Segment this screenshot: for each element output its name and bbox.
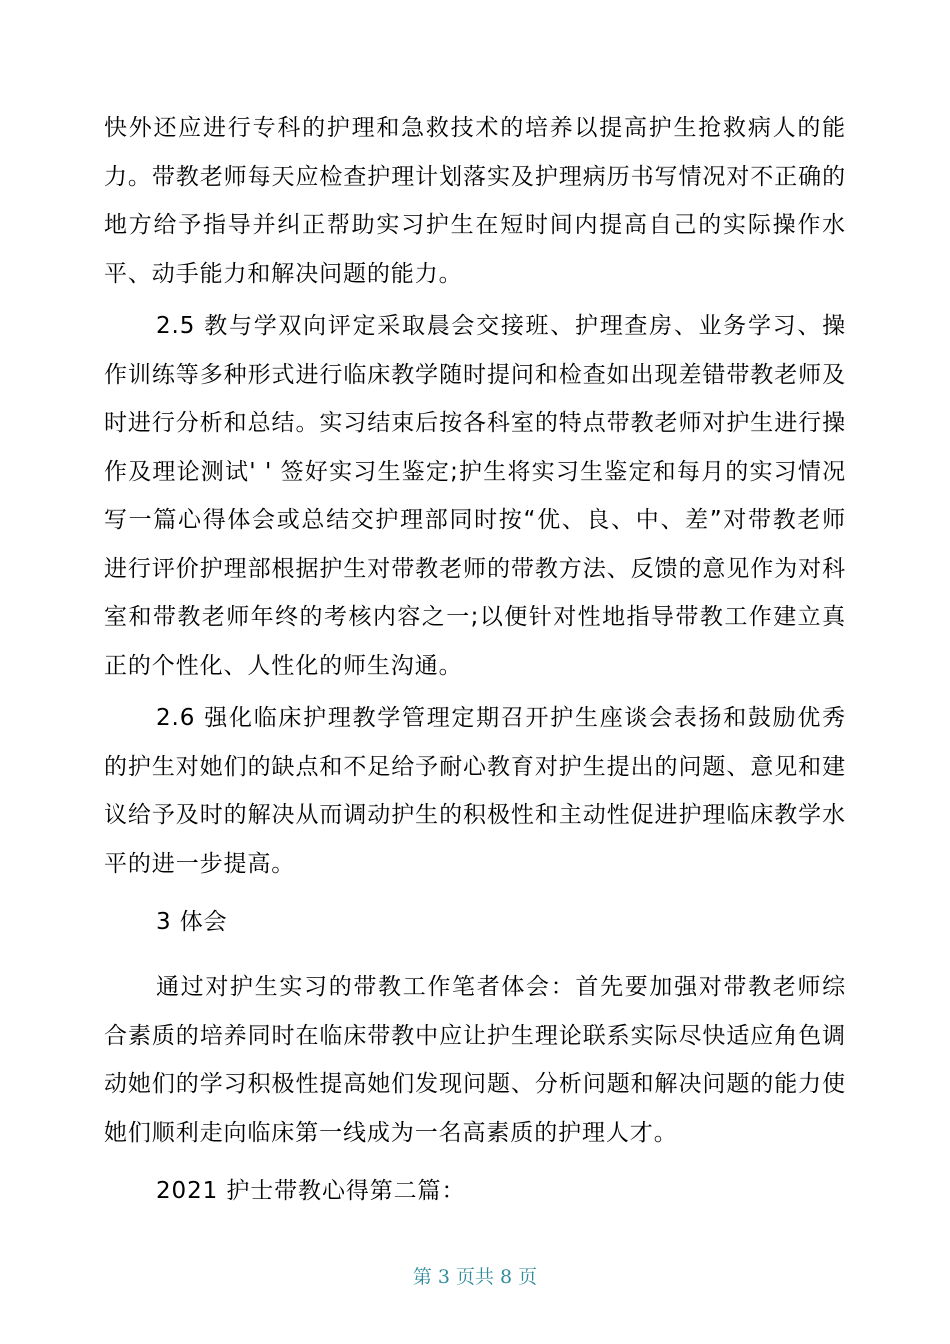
paragraph-continuation: 快外还应进行专科的护理和急救技术的培养以提高护生抢救病人的能力。带教老师每天应检查护理计划落实及护理病历书写情况对不正确的地方给予指导并纠正帮助实习护生在短时间内提高自己的实际操作水平、动手能力和解决问题的能力。 xyxy=(104,115,846,287)
page-number-footer: 第 3 页共 8 页 xyxy=(412,1266,538,1288)
paragraph-conclusion: 通过对护生实习的带教工作笔者体会：首先要加强对带教老师综合素质的培养同时在临床带教中应让护生理论联系实际尽快适应角色调动她们的学习积极性提高她们发现问题、分析问题和解决问题的能力使她们顺利走向临床第一线成为一名高素质的护理人才。 xyxy=(104,974,846,1146)
paragraph-2-6: 2.6 强化临床护理教学管理定期召开护生座谈会表扬和鼓励优秀的护生对她们的缺点和不足给予耐心教育对护生提出的问题、意见和建议给予及时的解决从而调动护生的积极性和主动性促进护理临床教学水平的进一步提高。 xyxy=(104,705,846,877)
paragraph-2-5: 2.5 教与学双向评定采取晨会交接班、护理查房、业务学习、操作训练等多种形式进行临床教学随时提问和检查如出现差错带教老师及时进行分析和总结。实习结束后按各科室的特点带教老师对护生进行操作及理论测试' ' 签好实习生鉴定;护生将实习生鉴定和每月的实习情况写一篇心得体会或总结交护理部同时按“优、良、中、差”对带教老师进行评价护理部根据护生对带教老师的带教方法、反馈的意见作为对科室和带教老师年终的考核内容之一;以便针对性地指导带教工作建立真正的个性化、人性化的师生沟通。 xyxy=(104,313,846,679)
section-heading-3: 3 体会 xyxy=(156,909,228,935)
section-heading-second-article: 2021 护士带教心得第二篇： xyxy=(156,1178,466,1204)
document-body xyxy=(104,104,846,1215)
